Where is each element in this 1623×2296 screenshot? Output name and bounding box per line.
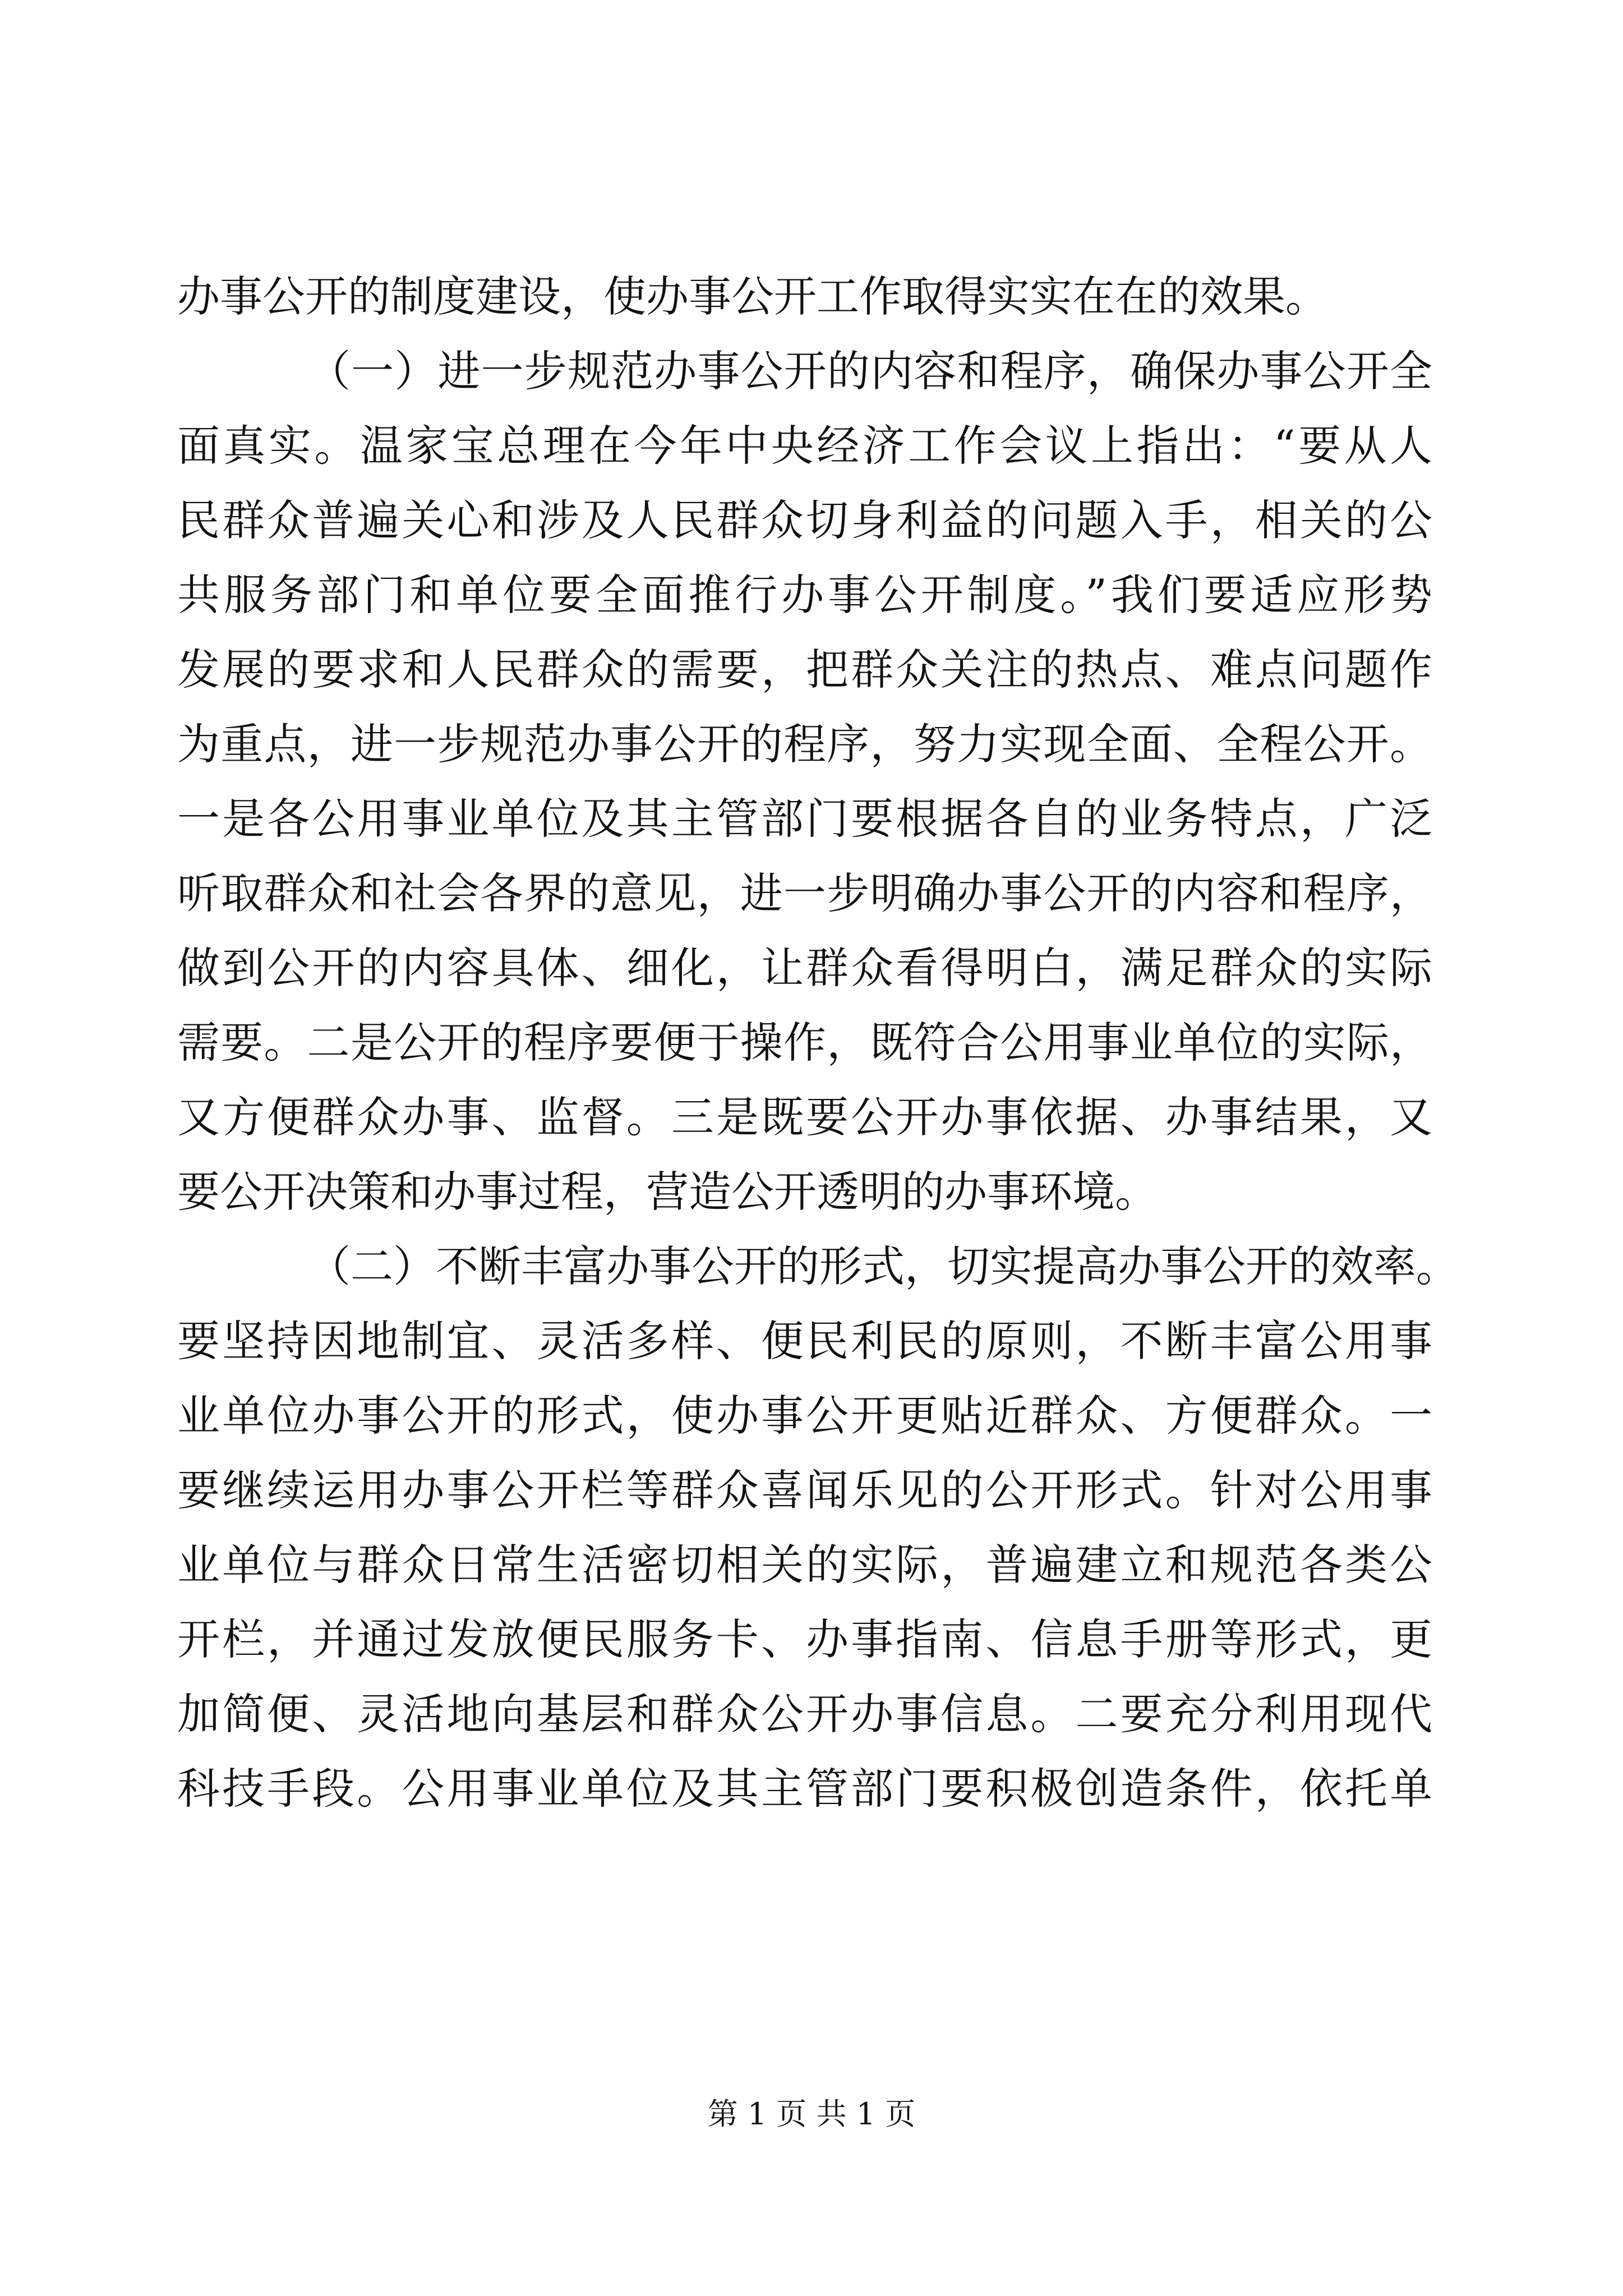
paragraph-heading-line: （一）进一步规范办事公开的内容和程序，确保办事公开全 bbox=[308, 346, 1432, 396]
text-line: 办事公开的制度建设，使办事公开工作取得实实在在的效果。 bbox=[177, 272, 1328, 321]
text-line: 开栏，并通过发放便民服务卡、办事指南、信息手册等形式，更 bbox=[177, 1614, 1432, 1664]
text-line: 听取群众和社会各界的意见，进一步明确办事公开的内容和程序， bbox=[177, 868, 1432, 918]
page-number-footer: 第 1 页 共 1 页 bbox=[707, 2096, 916, 2132]
text-line: 业单位办事公开的形式，使办事公开更贴近群众、方便群众。一 bbox=[177, 1391, 1432, 1441]
document-body bbox=[177, 259, 1459, 1826]
text-line: 业单位与群众日常生活密切相关的实际，普遍建立和规范各类公 bbox=[177, 1540, 1432, 1590]
text-line: 发展的要求和人民群众的需要，把群众关注的热点、难点问题作 bbox=[177, 645, 1432, 694]
text-line: 共服务部门和单位要全面推行办事公开制度。”我们要适应形势 bbox=[177, 570, 1432, 620]
text-line: 一是各公用事业单位及其主管部门要根据各自的业务特点，广泛 bbox=[177, 794, 1432, 844]
text-line: 加简便、灵活地向基层和群众公开办事信息。二要充分利用现代 bbox=[177, 1689, 1432, 1739]
paragraph-heading-line: （二）不断丰富办事公开的形式，切实提高办事公开的效率。 bbox=[308, 1241, 1459, 1291]
text-line: 科技手段。公用事业单位及其主管部门要积极创造条件，依托单 bbox=[177, 1764, 1432, 1814]
text-line: 要公开决策和办事过程，营造公开透明的办事环境。 bbox=[177, 1167, 1158, 1217]
text-line: 为重点，进一步规范办事公开的程序，努力实现全面、全程公开。 bbox=[177, 719, 1432, 769]
text-line: 要继续运用办事公开栏等群众喜闻乐见的公开形式。针对公用事 bbox=[177, 1465, 1432, 1515]
text-line: 做到公开的内容具体、细化，让群众看得明白，满足群众的实际 bbox=[177, 943, 1432, 993]
text-line: 又方便群众办事、监督。三是既要公开办事依据、办事结果，又 bbox=[177, 1092, 1432, 1142]
text-line: 需要。二是公开的程序要便于操作，既符合公用事业单位的实际， bbox=[177, 1018, 1432, 1068]
text-line: 要坚持因地制宜、灵活多样、便民利民的原则，不断丰富公用事 bbox=[177, 1316, 1432, 1366]
text-line: 面真实。温家宝总理在今年中央经济工作会议上指出：“要从人 bbox=[177, 421, 1432, 471]
text-line: 民群众普遍关心和涉及人民群众切身利益的问题入手，相关的公 bbox=[177, 495, 1432, 545]
